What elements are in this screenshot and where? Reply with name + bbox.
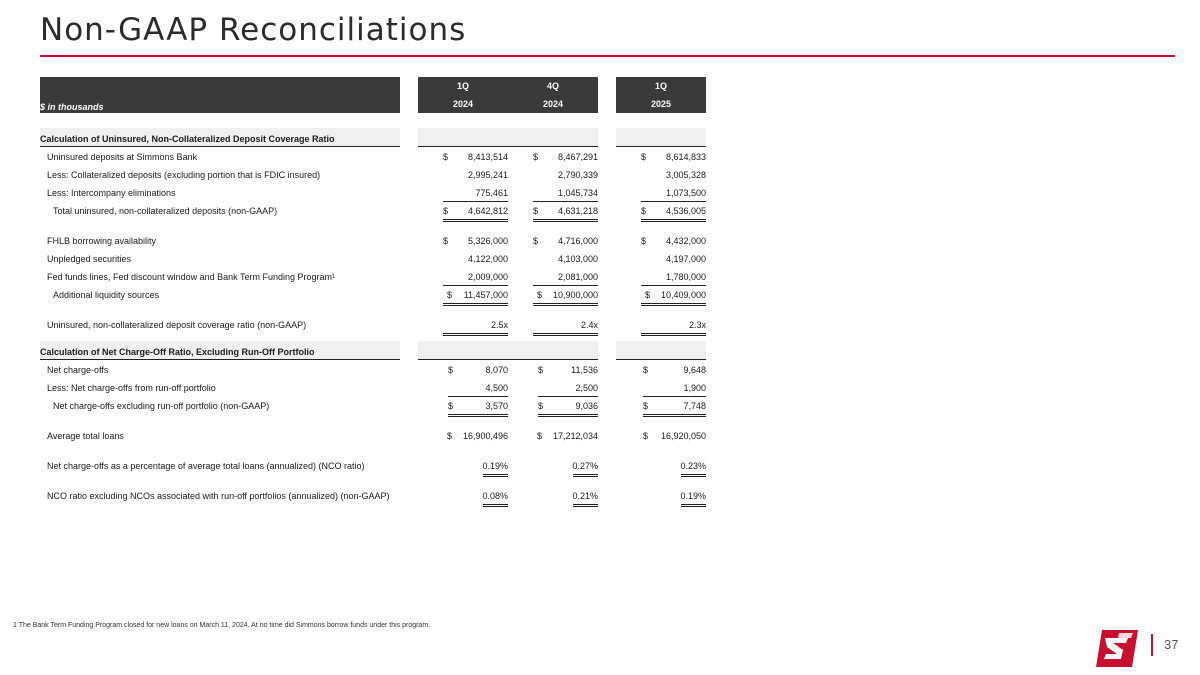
currency-symbol: $ [533, 206, 539, 216]
cell-value: 1,073,500 [665, 188, 706, 198]
row-label: Net charge-offs as a percentage of average total loans (annualized) (NCO ratio) [47, 461, 365, 471]
cell-value: 5,326,000 [467, 236, 508, 246]
cell-value: 3,570 [485, 401, 508, 411]
cell-value: 10,900,000 [552, 290, 598, 300]
table-header-label-cell [40, 77, 400, 113]
currency-symbol: $ [448, 365, 454, 375]
section-bar [418, 341, 598, 359]
cell-value: 4,103,000 [557, 254, 598, 264]
value-cell [533, 170, 598, 183]
cell-value: 1,780,000 [665, 272, 706, 282]
section-bar [616, 341, 706, 359]
cell-value: 2.5x [490, 320, 508, 330]
table-header-2024 [418, 77, 598, 113]
row-label: Additional liquidity sources [53, 290, 160, 300]
value-cell [643, 365, 706, 378]
value-cell [537, 431, 598, 444]
cell-value: 2,009,000 [467, 272, 508, 282]
cell-value: 1,900 [683, 383, 706, 393]
cell-value: 16,920,050 [660, 431, 706, 441]
cell-value: 2,995,241 [467, 170, 508, 180]
row-label: Uninsured, non-collateralized deposit coverage ratio (non-GAAP) [47, 320, 307, 330]
row-label: Less: Net charge-offs from run-off portfolio [47, 383, 216, 393]
cell-value: 4,432,000 [665, 236, 706, 246]
currency-symbol: $ [533, 236, 539, 246]
table-row [0, 254, 1200, 268]
value-cell [533, 290, 598, 306]
cell-value: 1,045,734 [557, 188, 598, 198]
value-cell [443, 320, 508, 336]
row-label: Less: Collateralized deposits (excluding portion that is FDIC insured) [47, 170, 321, 180]
cell-value: 0.19% [680, 491, 706, 501]
cell-value: 4,716,000 [557, 236, 598, 246]
value-cell [443, 188, 508, 202]
value-cell [533, 236, 598, 249]
cell-value: 4,500 [485, 383, 508, 393]
value-cell [641, 188, 706, 202]
currency-symbol: $ [447, 431, 453, 441]
cell-value: 3,005,328 [665, 170, 706, 180]
value-cell [641, 206, 706, 222]
cell-value: 10,409,000 [660, 290, 706, 300]
value-cell [448, 365, 508, 378]
value-cell [641, 152, 706, 165]
row-label: Uninsured deposits at Simmons Bank [47, 152, 198, 162]
currency-symbol: $ [447, 290, 453, 300]
cell-value: 4,197,000 [665, 254, 706, 264]
value-cell [443, 152, 508, 165]
currency-symbol: $ [641, 236, 647, 246]
currency-symbol: $ [641, 206, 647, 216]
row-label: Unpledged securities [47, 254, 132, 264]
value-cell [447, 431, 508, 444]
value-cell [443, 170, 508, 183]
cell-value: 2.4x [580, 320, 598, 330]
table-row [0, 431, 1200, 445]
section-title: Calculation of Net Charge-Off Ratio, Excluding Run-Off Portfolio [40, 347, 315, 357]
table-row [0, 188, 1200, 202]
cell-value: 9,036 [575, 401, 598, 411]
table-row-ratio [0, 461, 1200, 475]
cell-value: 0.19% [482, 461, 508, 471]
value-cell [533, 320, 598, 336]
value-cell [538, 365, 598, 378]
table-row [0, 365, 1200, 379]
cell-value: 11,536 [571, 365, 598, 375]
currency-symbol: $ [643, 365, 649, 375]
table-row [0, 152, 1200, 166]
cell-value: 0.27% [572, 461, 598, 471]
value-cell [573, 461, 598, 477]
currency-symbol: $ [538, 401, 544, 411]
row-label: Fed funds lines, Fed discount window and Bank Term Funding Program¹ [47, 272, 335, 282]
cell-value: 7,748 [683, 401, 706, 411]
column-year: 2024 [452, 99, 474, 109]
cell-value: 9,648 [683, 365, 706, 375]
section-rule [616, 359, 706, 360]
cell-value: 2,790,339 [557, 170, 598, 180]
table-row [0, 383, 1200, 397]
row-label: Net charge-offs [47, 365, 109, 375]
currency-symbol: $ [645, 290, 651, 300]
section-rule [418, 146, 598, 147]
section-title: Calculation of Uninsured, Non-Collateralized Deposit Coverage Ratio [40, 134, 335, 144]
currency-symbol: $ [538, 365, 544, 375]
section-rule [40, 359, 400, 360]
cell-value: 2,081,000 [557, 272, 598, 282]
section-bar [418, 128, 598, 146]
column-quarter: 1Q [456, 81, 469, 91]
value-cell [483, 491, 508, 507]
currency-symbol: $ [643, 431, 649, 441]
value-cell [483, 461, 508, 477]
row-label: Net charge-offs excluding run-off portfolio (non-GAAP) [53, 401, 270, 411]
value-cell [641, 272, 706, 286]
currency-symbol: $ [443, 236, 449, 246]
table-row [0, 170, 1200, 184]
table-header-2025 [616, 77, 706, 113]
value-cell [538, 401, 598, 417]
value-cell [448, 383, 508, 397]
cell-value: 16,900,496 [462, 431, 508, 441]
cell-value: 8,467,291 [557, 152, 598, 162]
value-cell [533, 254, 598, 267]
column-quarter: 1Q [654, 81, 667, 91]
value-cell [641, 254, 706, 267]
value-cell [573, 491, 598, 507]
row-label: Average total loans [47, 431, 124, 441]
currency-symbol: $ [537, 290, 543, 300]
value-cell [681, 461, 706, 477]
cell-value: 2,500 [575, 383, 598, 393]
column-year: 2025 [650, 99, 672, 109]
currency-symbol: $ [443, 152, 449, 162]
value-cell [443, 254, 508, 267]
unit-label: $ in thousands [40, 102, 104, 112]
cell-value: 4,122,000 [467, 254, 508, 264]
value-cell [443, 236, 508, 249]
value-cell [681, 491, 706, 507]
cell-value: 17,212,034 [552, 431, 598, 441]
title-divider [40, 55, 1175, 57]
table-row-ratio [0, 491, 1200, 505]
value-cell [443, 272, 508, 286]
section-bar [616, 128, 706, 146]
value-cell [643, 431, 706, 444]
table-row-total [0, 290, 1200, 304]
row-label: Less: Intercompany eliminations [47, 188, 176, 198]
cell-value: 4,536,005 [665, 206, 706, 216]
cell-value: 2.3x [688, 320, 706, 330]
value-cell [641, 320, 706, 336]
section-rule [418, 359, 598, 360]
page-number-divider [1151, 634, 1153, 656]
value-cell [443, 206, 508, 222]
value-cell [641, 290, 706, 306]
cell-value: 0.08% [482, 491, 508, 501]
currency-symbol: $ [533, 152, 539, 162]
currency-symbol: $ [443, 206, 449, 216]
value-cell [641, 236, 706, 249]
cell-value: 4,631,218 [557, 206, 598, 216]
section-rule [40, 146, 400, 147]
value-cell [538, 383, 598, 397]
cell-value: 4,642,812 [467, 206, 508, 216]
value-cell [443, 290, 508, 306]
currency-symbol: $ [448, 401, 454, 411]
currency-symbol: $ [643, 401, 649, 411]
value-cell [641, 170, 706, 183]
column-quarter: 4Q [546, 81, 559, 91]
table-row-total [0, 401, 1200, 415]
currency-symbol: $ [537, 431, 543, 441]
simmons-logo-icon [1096, 630, 1138, 667]
table-row-total [0, 206, 1200, 220]
page-title: Non-GAAP Reconciliations [40, 12, 467, 48]
cell-value: 8,070 [485, 365, 508, 375]
cell-value: 8,413,514 [467, 152, 508, 162]
row-label: NCO ratio excluding NCOs associated with run-off portfolios (annualized) (non-GAAP) [47, 491, 390, 501]
column-year: 2024 [542, 99, 564, 109]
table-row-ratio [0, 320, 1200, 334]
value-cell [448, 401, 508, 417]
page-number: 37 [1164, 637, 1179, 652]
section-rule [616, 146, 706, 147]
value-cell [643, 401, 706, 417]
footnote: 1 The Bank Term Funding Program closed for new loans on March 11, 2024. At no time did Simmons borrow funds under this program. [13, 622, 431, 629]
cell-value: 0.23% [680, 461, 706, 471]
value-cell [533, 272, 598, 286]
value-cell [533, 206, 598, 222]
row-label: FHLB borrowing availability [47, 236, 157, 246]
value-cell [533, 188, 598, 202]
cell-value: 11,457,000 [463, 290, 508, 300]
table-row [0, 236, 1200, 250]
table-row [0, 272, 1200, 286]
value-cell [533, 152, 598, 165]
cell-value: 0.21% [572, 491, 598, 501]
row-label: Total uninsured, non-collateralized deposits (non-GAAP) [53, 206, 278, 216]
cell-value: 775,461 [475, 188, 508, 198]
currency-symbol: $ [641, 152, 647, 162]
cell-value: 8,614,833 [665, 152, 706, 162]
value-cell [643, 383, 706, 397]
